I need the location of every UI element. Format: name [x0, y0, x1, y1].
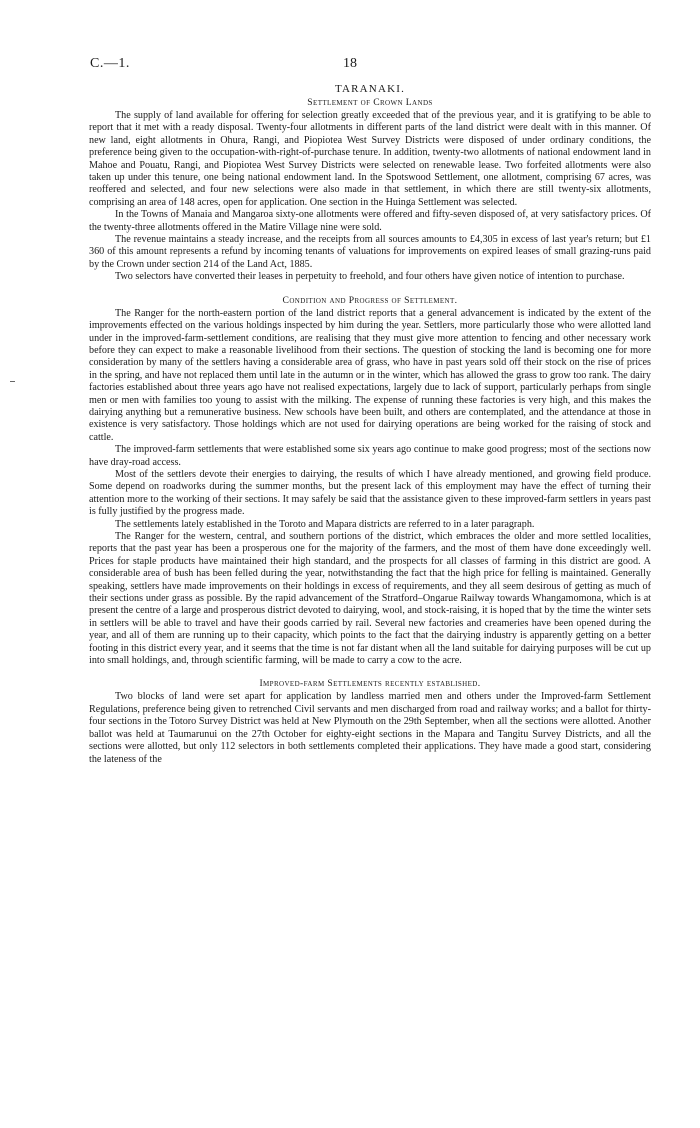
paragraph: Two selectors have converted their leases in perpetuity to freehold, and four others have given notice of intention to purchase.	[115, 271, 625, 283]
margin-mark	[10, 381, 15, 382]
section-subtitle: Settlement of Crown Lands	[307, 97, 433, 108]
document-reference: C.—1.	[90, 56, 130, 71]
improved-heading: Improved-farm Settlements recently established.	[259, 678, 481, 690]
page-number: 18	[343, 56, 357, 71]
paragraph: Most of the settlers devote their energies to dairying, the results of which I have already mentioned, and growing field produce. Some depend on roadworks during the summer months, but the present lack of this employment may have the effect of turning their attention more to the working of their sections. It may safely be said that the assistance given to these improved-farm settlers in years past is fully justified by the progress made.	[89, 468, 651, 518]
paragraph: The settlements lately established in the Toroto and Mapara districts are referred to in a later paragraph.	[115, 518, 535, 530]
paragraph: Two blocks of land were set apart for application by landless married men and others under the Improved-farm Settlement Regulations, preference being given to retrenched Civil servants and men discharged from road and railway works; and a ballot for thirty-four sections in the Totoro Survey District was held at New Plymouth on the 29th September, when all the sections were allotted. Another ballot was held at Taumarunui on the 27th October for eighty-eight sections in the Mapara and Tangitu Survey Districts, and all the sections were allotted, but only 112 selectors in both settlements completed their applications. They have made a good start, considering the lateness of the	[89, 691, 651, 765]
page-header	[90, 56, 610, 76]
paragraph: The revenue maintains a steady increase, and the receipts from all sources amounts to £4,305 in excess of last year's return; but £1 360 of this amount represents a refund by incoming tenants of valuations for improvements on expired leases of small grazing-runs paid by the Crown under section 214 of the Land Act, 1885.	[89, 234, 651, 270]
paragraph: In the Towns of Manaia and Mangaroa sixty-one allotments were offered and fifty-seven disposed of, at very satisfactory prices. Of the twenty-three allotments offered in the Matire Village nine were sold.	[89, 209, 651, 233]
condition-heading: Condition and Progress of Settlement.	[282, 294, 458, 306]
section-title: TARANAKI.	[334, 83, 406, 95]
page-content	[89, 82, 651, 766]
paragraph: The Ranger for the western, central, and southern portions of the district, which embraces the older and more settled localities, reports that the past year has been a prosperous one for the majority of the farmers, and the most of them have done exceedingly well. Prices for staple products have maintained their high standard, and the prospects for all classes of farming in this district are good. A considerable area of bush has been felled during the year, notwithstanding the fact that the high price for felling is maintained. Generally speaking, settlers have made improvements on their holdings in excess of requirements, and they all seem desirous of getting as much of their sections under grass as possible. By the rapid advancement of the Stratford–Ongarue Railway towards Whangamomona, which is at present the centre of a large and prosperous district devoted to dairying, wool, and stock-raising, it is hoped that by the time the winter sets in settlers will be able to travel and have their goods carried by rail. Several new factories and creameries have been opened during the year, and all of them are running up to their capacity, which points to the fact that the dairying industry is apparently getting on a better footing in this district every year, and it seems that the time is not far distant when all the land suitable for dairying purposes will be cut up into small holdings, and, through scientific farming, will be made to carry a cow to the acre.	[89, 531, 651, 667]
paragraph: The improved-farm settlements that were established some six years ago continue to make good progress; most of the sections now have dray-road access.	[89, 444, 651, 468]
paragraph: The supply of land available for offering for selection greatly exceeded that of the previous year, and it is gratifying to be able to report that it met with a ready disposal. Twenty-four allotments in different parts of the land district were dealt with in this manner. Of new land, eight allotments in Ohura, Rangi, and Piopiotea West Survey Districts were disposed of under ordinary conditions, the preference being given to the occupation-with-right-of-purchase tenure. In addition, twenty-two allotments of national endowment land in Mahoe and Pouatu, Rangi, and Piopiotea West Survey Districts were selected on renewable lease. Two forfeited allotments were also taken up under this tenure, one being national endowment land. In the Spotswood Settlement, one allotment, comprising 67 acres, was reoffered and selected, and four new selections were also made in that settlement, in which there are still twenty-six allotments, comprising an area of 148 acres, open for application. One section in the Huinga Settlement was selected.	[89, 110, 651, 208]
paragraph: The Ranger for the north-eastern portion of the land district reports that a general advancement is indicated by the extent of the improvements effected on the various holdings inspected by him during the year. Settlers, more particularly those who were allotted land under in the improved-farm-settlement conditions, are realising that they must give more attention to fencing and other necessary work before they can expect to make a reasonable livelihood from their sections. The question of stocking the land is becoming one for more consideration by many of the settlers having a considerable area of grass, who have in past years sold off their stock on the rise of prices in the spring, and have not replaced them until late in the autumn or in the winter, which has allowed the grass to grow too rank. The dairy factories established about three years ago have not realised expectations, largely due to lack of support, particularly perhaps from single men or men with families too young to assist with the milking. The expense of running these factories is very high, and this makes the dairying anything but a remunerative business. New schools have been built, and others are contemplated, and the attendance at those in existence is very satisfactory. Those holdings which are not used for dairying operations are being worked for the raising of stock and cattle.	[89, 307, 651, 443]
